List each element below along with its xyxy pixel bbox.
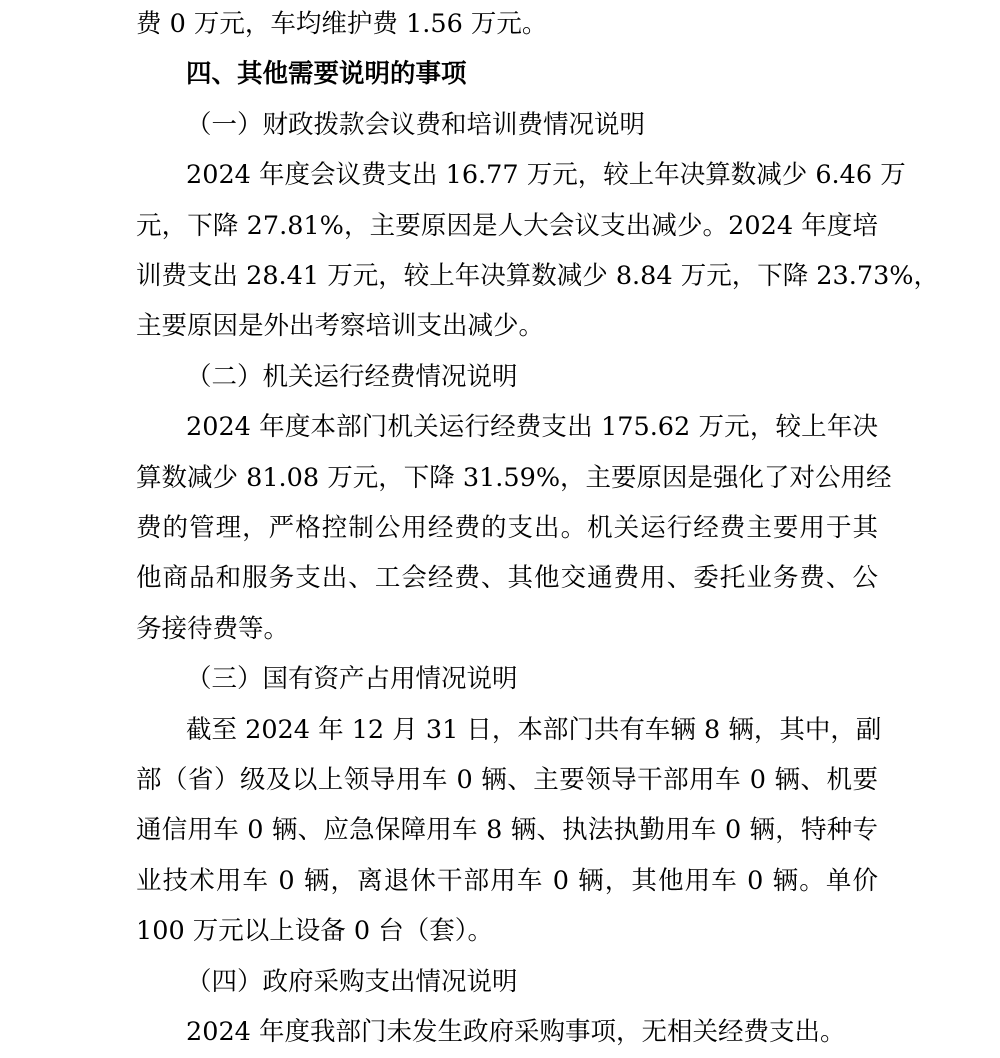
text-line-12: 他商品和服务支出、工会经费、其他交通费用、委托业务费、公 xyxy=(136,563,878,593)
subsection-heading-1: （一）财政拨款会议费和培训费情况说明 xyxy=(186,110,646,140)
subsection-heading-2: （二）机关运行经费情况说明 xyxy=(186,362,518,392)
subsection-heading-4: （四）政府采购支出情况说明 xyxy=(186,967,518,997)
text-line-18: 业技术用车 0 辆，离退休干部用车 0 辆，其他用车 0 辆。单价 xyxy=(136,866,878,896)
text-line-11: 费的管理，严格控制公用经费的支出。机关运行经费主要用于其 xyxy=(136,513,878,543)
text-line-21: 2024 年度我部门未发生政府采购事项，无相关经费支出。 xyxy=(186,1017,846,1047)
text-line-19: 100 万元以上设备 0 台（套）。 xyxy=(136,916,493,946)
text-line-5: 元，下降 27.81%，主要原因是人大会议支出减少。2024 年度培 xyxy=(136,211,878,241)
text-line-10: 算数减少 81.08 万元，下降 31.59%，主要原因是强化了对公用经 xyxy=(136,463,892,493)
text-line-6: 训费支出 28.41 万元，较上年决算数减少 8.84 万元，下降 23.73%， xyxy=(136,261,940,291)
text-line-9: 2024 年度本部门机关运行经费支出 175.62 万元，较上年决 xyxy=(186,412,878,442)
subsection-heading-3: （三）国有资产占用情况说明 xyxy=(186,664,518,694)
text-line-16: 部（省）级及以上领导用车 0 辆、主要领导干部用车 0 辆、机要 xyxy=(136,765,878,795)
section-heading: 四、其他需要说明的事项 xyxy=(186,59,467,89)
text-line-4: 2024 年度会议费支出 16.77 万元，较上年决算数减少 6.46 万 xyxy=(186,160,906,190)
text-line-17: 通信用车 0 辆、应急保障用车 8 辆、执法执勤用车 0 辆，特种专 xyxy=(136,815,878,845)
text-line-7: 主要原因是外出考察培训支出减少。 xyxy=(136,311,545,341)
text-line-1: 费 0 万元，车均维护费 1.56 万元。 xyxy=(136,9,548,39)
text-line-13: 务接待费等。 xyxy=(136,614,290,644)
text-line-15: 截至 2024 年 12 月 31 日，本部门共有车辆 8 辆，其中，副 xyxy=(186,715,882,745)
